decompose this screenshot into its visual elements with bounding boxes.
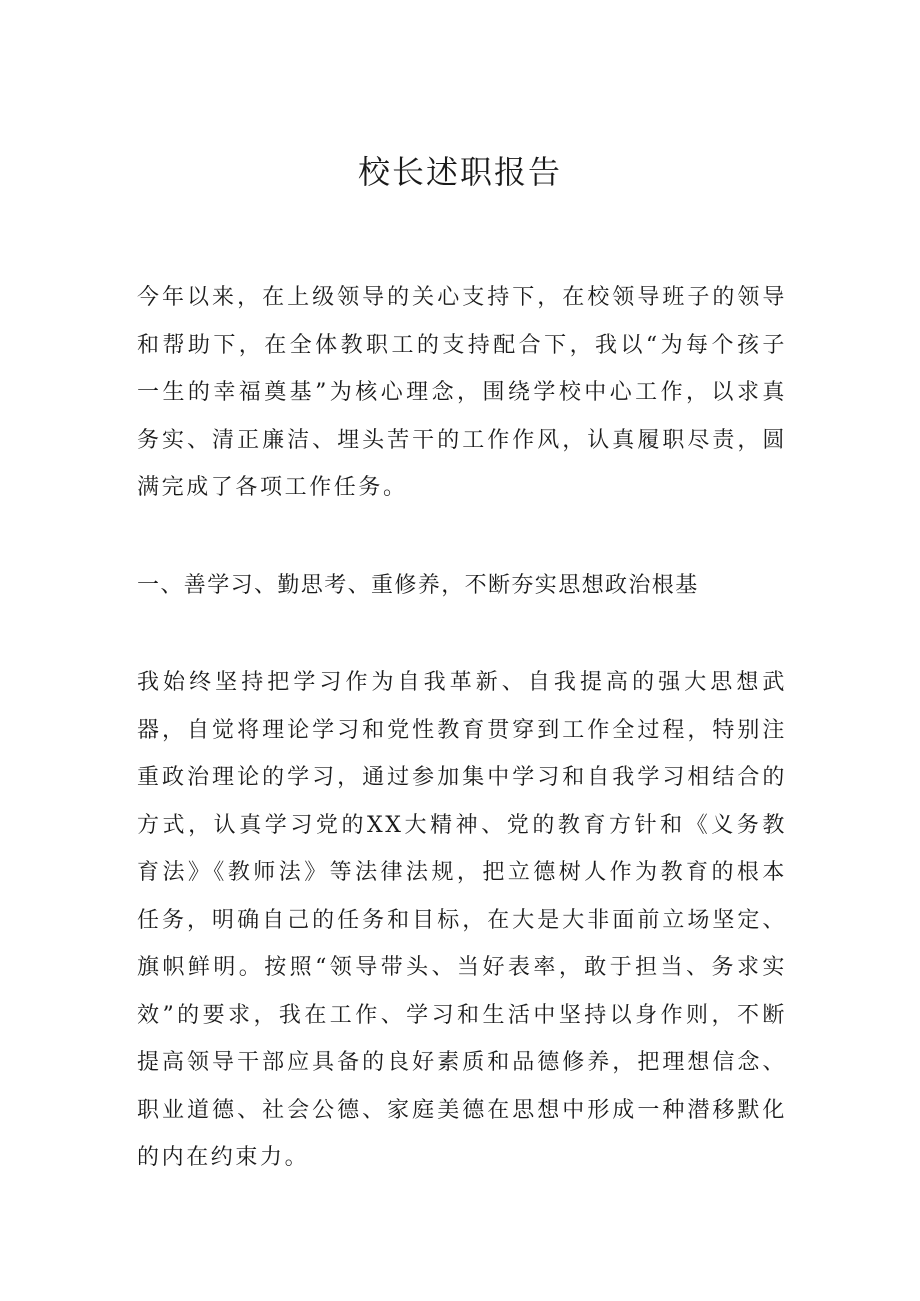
intro-paragraph: 今年以来，在上级领导的关心支持下，在校领导班子的领导和帮助下，在全体教职工的支持配合下，我以“为每个孩子一生的幸福奠基”为核心理念，围绕学校中心工作，以求真务实、清正廉洁、埋头苦干的工作作风，认真履职尽责，圆满完成了各项工作任务。 (137, 285, 787, 500)
section-1-heading: 一、善学习、勤思考、重修养，不断夯实思想政治根基 (137, 573, 699, 598)
section-1-paragraph: 我始终坚持把学习作为自我革新、自我提高的强大思想武器，自觉将理论学习和党性教育贯穿到工作全过程，特别注重政治理论的学习，通过参加集中学习和自我学习相结合的方式，认真学习党的XX大精神、党的教育方针和《义务教育法》《教师法》等法律法规，把立德树人作为教育的根本任务，明确自己的任务和目标，在大是大非面前立场坚定、旗帜鲜明。按照“领导带头、当好表率，敢于担当、务求实效”的要求，我在工作、学习和生活中坚持以身作则，不断提高领导干部应具备的良好素质和品德修养，把理想信念、职业道德、社会公德、家庭美德在思想中形成一种潜移默化的内在约束力。 (137, 670, 787, 1170)
document-title: 校长述职报告 (357, 153, 562, 191)
